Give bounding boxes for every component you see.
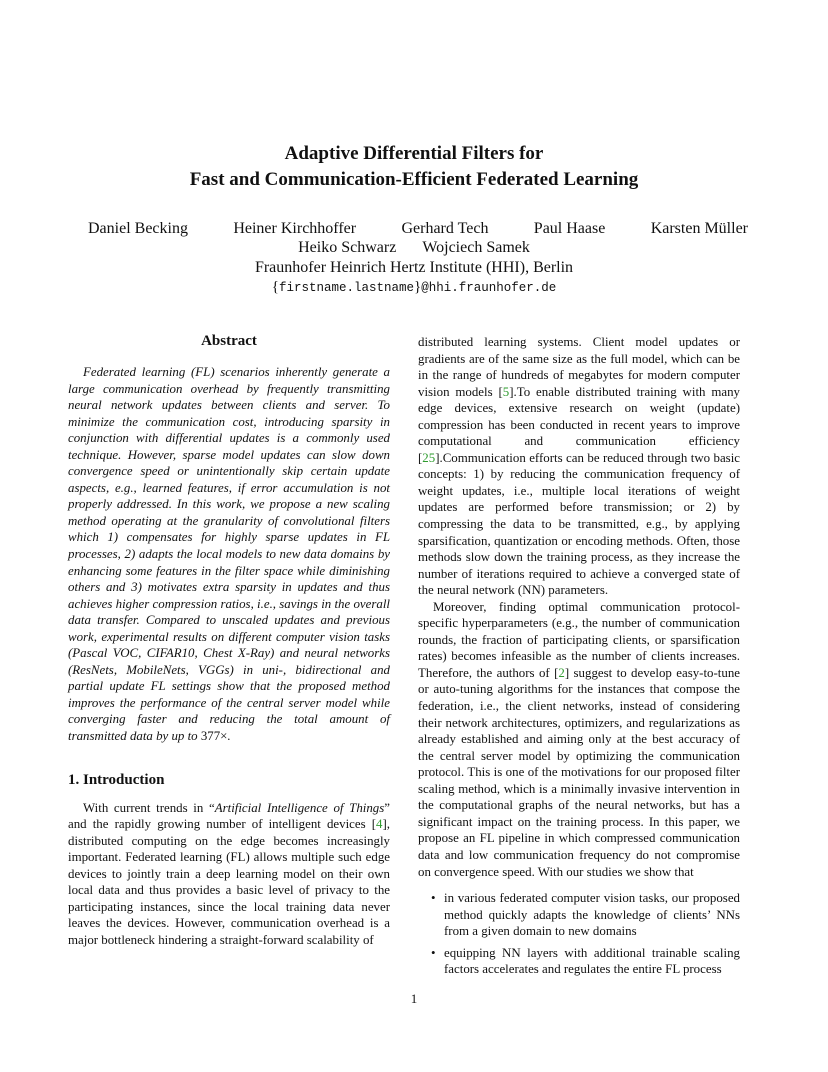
author-email [0, 279, 828, 296]
intro-text: ]. [435, 450, 443, 465]
author-list-row-2 [0, 238, 828, 258]
author-name: Heiner Kirchhoffer [233, 220, 357, 237]
abstract-body: Federated learning (FL) scenarios inherently generate a large communication overhead by frequently transmitting neural network updates between clients and server. To minimize the communication cost, introducing sparsity in conjunction with differential updates is a commonly used technique. However, sparse model updates can slow down convergence speed or unintentionally skip certain update aspects, e.g., learned features, if error accumulation is not properly addressed. In this work, we propose a new scaling method operating at the granularity of convolutional filters which 1) compensates for highly sparse updates in FL processes, 2) adapts the local models to new data domains by enhancing some features in the filter space while diminishing others and 3) motivates extra sparsity in updates and thus achieves higher compression ratios, i.e., savings in the overall data transfer. Compared to unscaled updates and previous work, experimental results on different computer vision tasks (Pascal VOC, CIFAR10, Chest X-Ray) and neural networks (ResNets, MobileNets, VGGs) in uni-, bidirectional and partial update FL settings show that the proposed method improves the performance of the central server model while converging faster and reducing the total amount of transmitted data by up to [68, 365, 390, 744]
citation-link[interactable]: 25 [422, 450, 436, 465]
section-heading-introduction: 1. Introduction [68, 771, 165, 788]
intro-paragraph-1-continued [418, 334, 740, 599]
author-name: Daniel Becking [88, 220, 188, 237]
author-list-row-1 [88, 219, 748, 239]
abstract-text [68, 364, 390, 745]
abstract-factor: 377× [200, 729, 228, 744]
email-brace-open: { [271, 279, 279, 295]
email-domain: @hhi.fraunhofer.de [421, 281, 557, 295]
abstract-heading: Abstract [201, 333, 257, 349]
affiliation: Fraunhofer Heinrich Hertz Institute (HHI), Berlin [254, 259, 574, 276]
intro-text: distributed learning systems. Client model updates or gradients are of the same size as the full model, which can be in the range of hundreds of megabytes for modern computer vision models [ [418, 335, 740, 399]
intro-text: ], distributed computing on the edge becomes increasingly important. Federated learning (FL) allows multiple such edge devices to jointly train a deep learning model on their own local data and thus provides a basic level of privacy to the participating instances, since the local training data never leaves the devices. However, communication overhead is a major bottleneck hindering a straight-forward scalability of [68, 817, 390, 947]
title-line-2: Fast and Communication-Efficient Federated Learning [189, 169, 639, 190]
title-line-1: Adaptive Differential Filters for [284, 143, 544, 164]
list-item: • in various federated computer vision tasks, our proposed method quickly adapts the knowledge of clients’ NNs from a given domain to new domains [444, 890, 740, 940]
citation-link[interactable]: 5 [502, 384, 510, 399]
intro-text: ” and the rapidly growing number of intelligent devices [ [68, 800, 390, 832]
intro-italic-term: Artificial Intelligence of Things [214, 800, 385, 815]
intro-text: Moreover, finding optimal communication protocol-specific hyperparameters (e.g., the number of communication rounds, the fraction of participating clients, or sparsification rates) becomes infeasible as the number of clients increases. Therefore, the authors of [ [418, 599, 740, 680]
list-item: • equipping NN layers with additional trainable scaling factors accelerates and regulates the entire FL process [444, 945, 740, 978]
email-local-part: firstname.lastname [278, 281, 414, 295]
citation-link[interactable]: 4 [376, 817, 383, 832]
paper-title [0, 141, 828, 193]
intro-text: To enable distributed training with many edge devices, extensive research on weight (update) compression has been conducted in recent years to improve computational and communication efficiency [ [418, 384, 740, 465]
author-name: Wojciech Samek [422, 239, 530, 256]
author-name: Heiko Schwarz [298, 239, 397, 256]
author-name: Karsten Müller [650, 220, 748, 237]
intro-text: With current trends in “ [83, 800, 215, 815]
page-number: 1 [410, 991, 418, 1006]
intro-text: ]. [509, 384, 517, 399]
abstract-end: . [227, 729, 231, 744]
citation-link[interactable]: 2 [558, 665, 565, 680]
introduction-text [68, 800, 390, 949]
introduction-continued [418, 334, 740, 599]
right-column [418, 334, 740, 983]
contribution-list [418, 890, 740, 978]
left-column [68, 332, 390, 949]
author-name: Paul Haase [533, 220, 606, 237]
intro-text: Communication efforts can be reduced through two basic concepts: 1) by reducing the communication frequency of weight updates, i.e., multiple local iterations of weight updates are performed before transmission; or 2) by compressing the data to be transmitted, e.g., by applying sparsification, quantization or encoding methods. Often, those methods slow down the training process, as they increase the number of iterations required to achieve a converged state of the neural network (NN) parameters. [418, 450, 740, 598]
email-brace-close: } [414, 279, 422, 295]
intro-paragraph-2 [418, 599, 740, 880]
intro-paragraph-1 [68, 800, 390, 949]
author-name: Gerhard Tech [401, 220, 489, 237]
intro-text: ] suggest to develop easy-to-tune or auto-tuning algorithms for the instances that compose the federation, i.e., the client networks, instead of considering their network architectures, optimizers, and regularizations as already established and aiming only at the best accuracy of the central server model by optimizing the communication protocol. This is one of the motivations for our proposed filter scaling method, which is a minimally invasive intervention in the computational graphs of the neural networks, but has a significant impact on the training process. In this paper, we propose an FL pipeline in which compressed communication data and low communication frequency do not compromise on convergence speed. With our studies we show that [418, 665, 740, 879]
